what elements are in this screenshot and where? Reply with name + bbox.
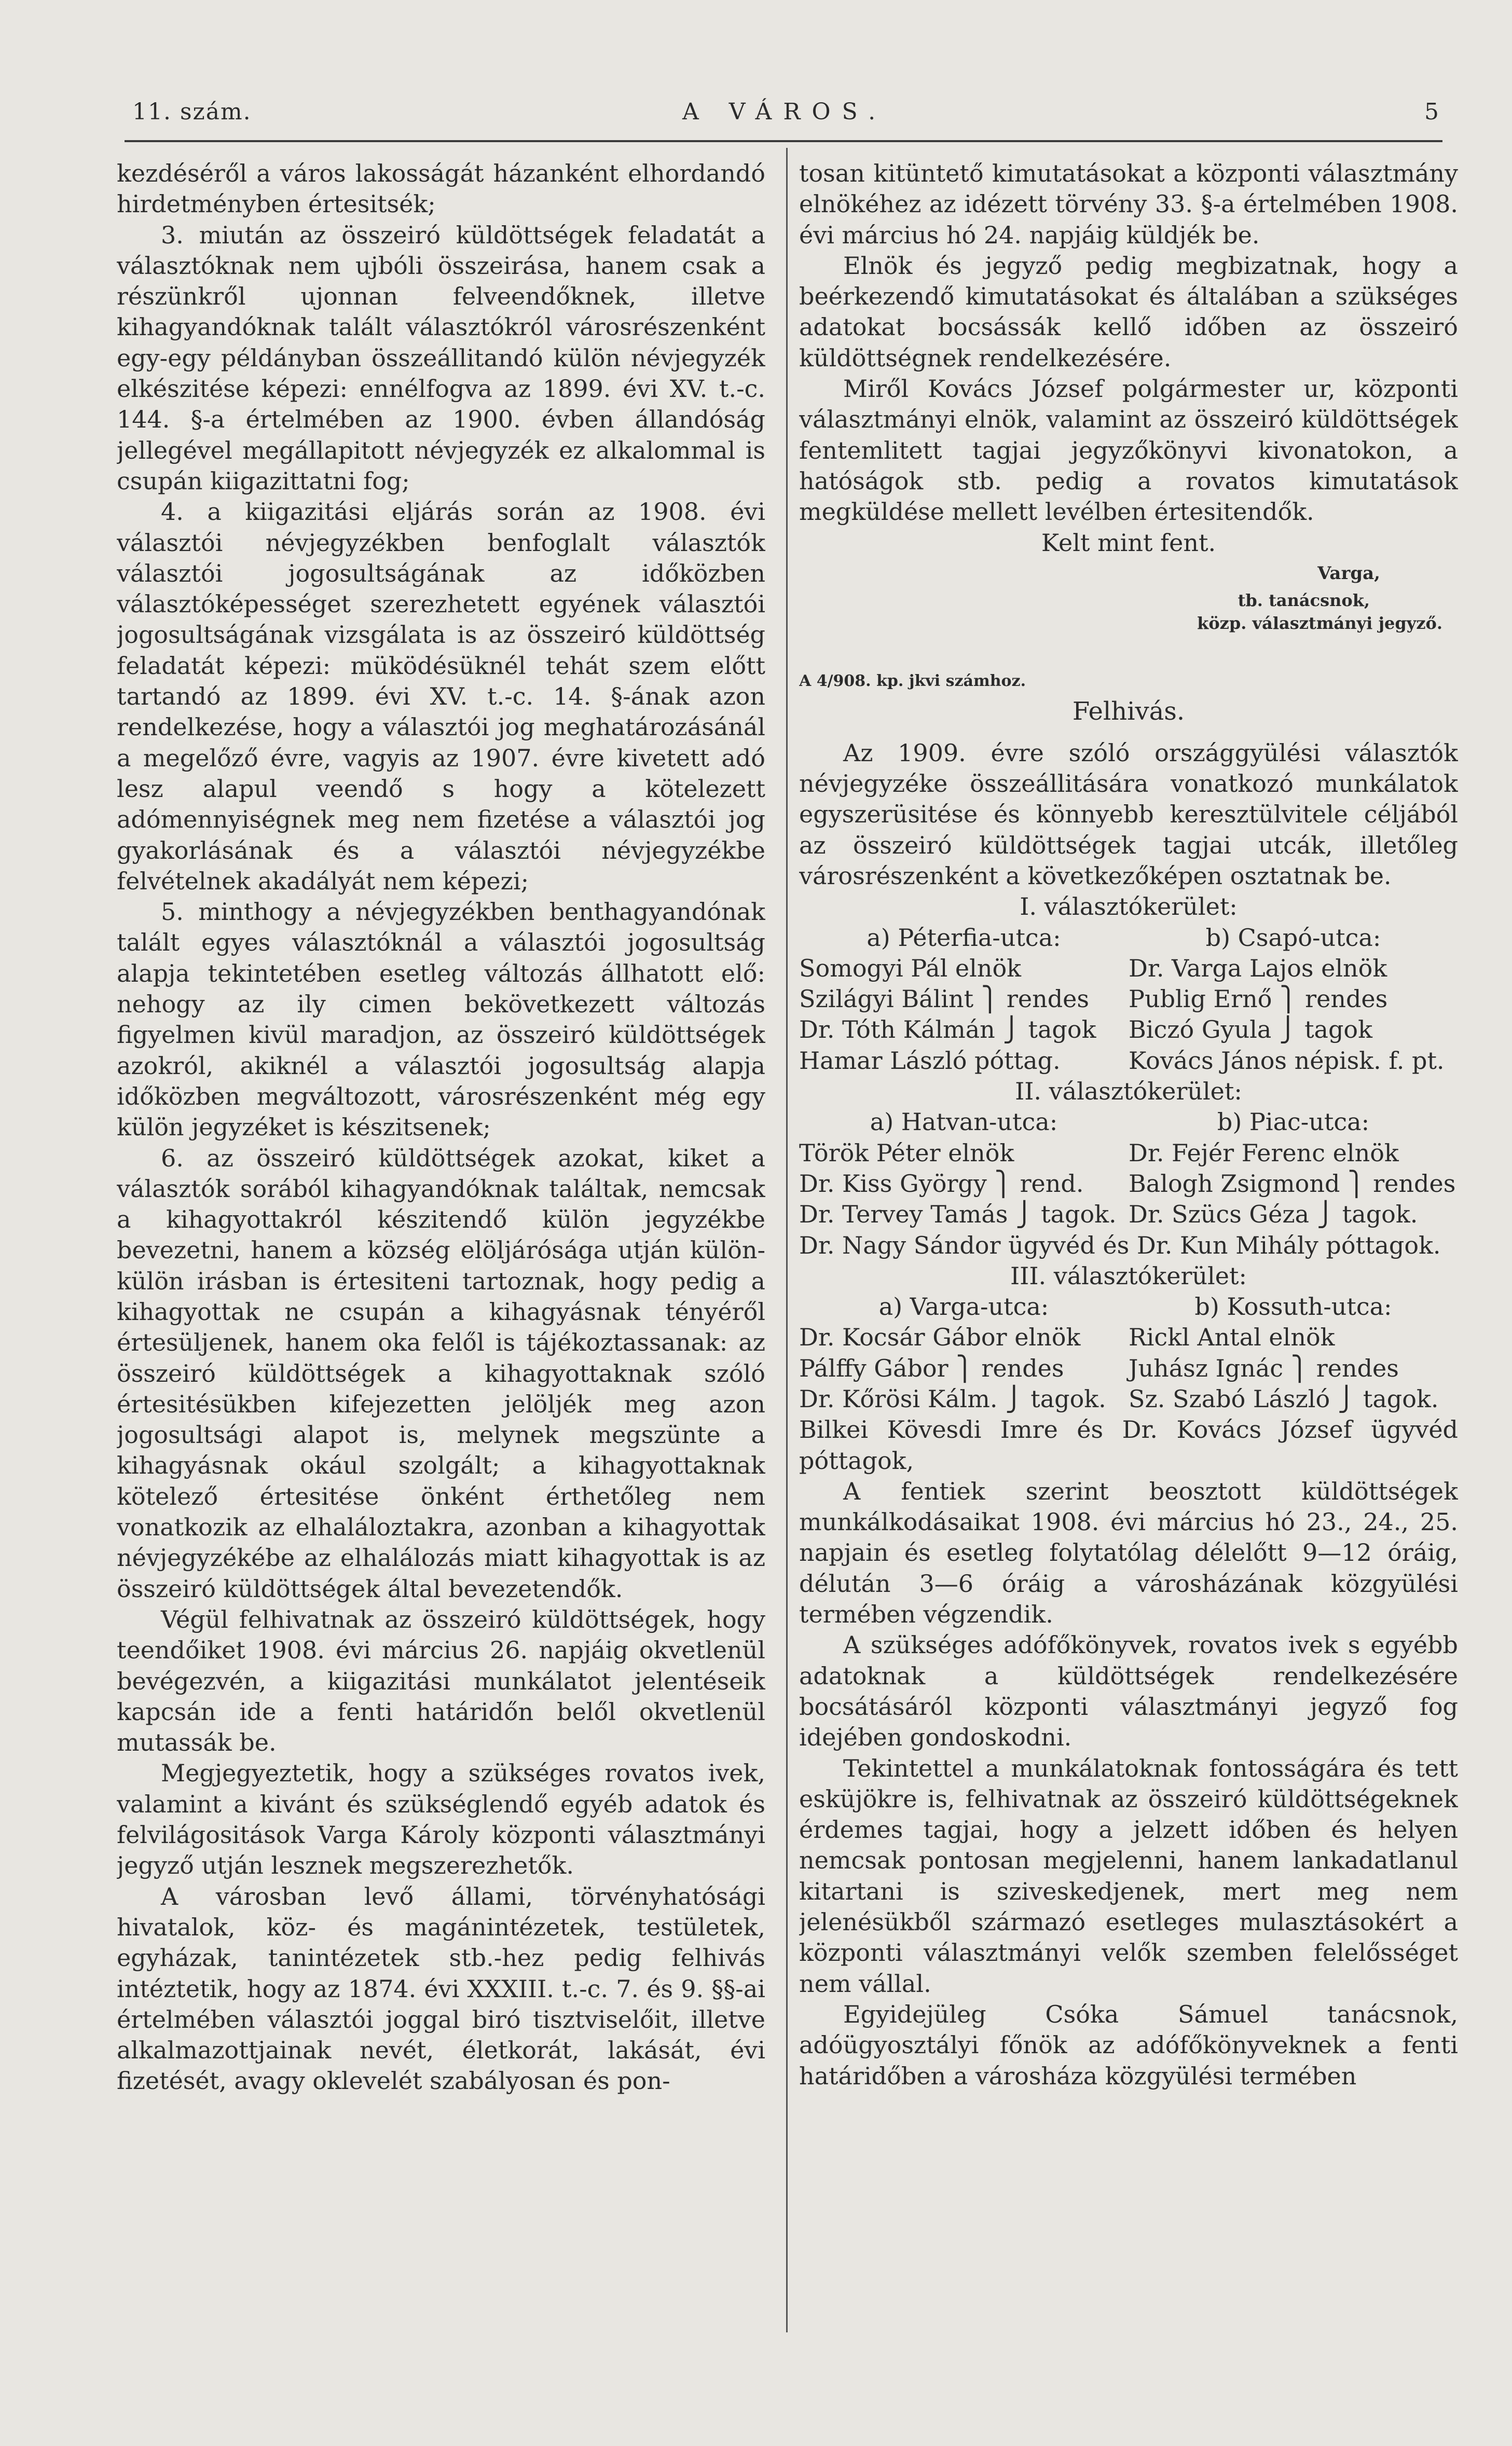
page-header [132, 99, 1440, 135]
member-left: Dr. Kocsár Gábor elnök [799, 1323, 1081, 1352]
header-rule [125, 140, 1442, 142]
district-streets [799, 1291, 1458, 1322]
member-row [799, 984, 1458, 1014]
member-left: Dr. Kiss György ⎫ rend. [799, 1169, 1084, 1198]
street-right: b) Csapó-utca: [1205, 923, 1381, 952]
felhivas-title: Felhivás. [1072, 697, 1185, 726]
paragraph: Miről Kovács József polgármester ur, központi választmányi elnök, valamint az összeiró küldöttségek fentemlitett tagjai jegyzőkönyvi kivonatokon, a hatóságok stb. pedig a rovatos kimutatások megküldése mellett levélben értesitendők. [799, 375, 1458, 526]
member-row [799, 1199, 1458, 1230]
paragraph: kezdéséről a város lakosságát házanként elhordandó hirdetményben értesitsék; [117, 159, 765, 218]
signature-title-1: tb. tanácsnok, [1238, 590, 1370, 611]
street-left: a) Varga-utca: [878, 1293, 1049, 1321]
paragraph: Végül felhivatnak az összeiró küldöttségek, hogy teendőiket 1908. évi március 26. napjáig okvetlenül bevégezvén, a kiigazitási munkálatot jelentéseik kapcsán ide a fenti határidőn belől okvetlenül mutassák be. [117, 1605, 765, 1757]
reference-number: A 4/908. kp. jkvi számhoz. [799, 672, 1026, 691]
member-left: Hamar László póttag. [799, 1046, 1061, 1075]
district-title: II. választókerület: [1015, 1077, 1242, 1106]
member-left: Török Péter elnök [799, 1138, 1014, 1167]
member-left: Somogyi Pál elnök [799, 954, 1022, 982]
paragraph: 4. a kiigazitási eljárás során az 1908. évi választói névjegyzékben benfoglalt választók választói jogosultságának az időközben választóképességet szerezhetett egyének választói jogosultságának vizsgálata is az összeiró küldöttség feladatát képezi: müködésüknél tehát szem előtt tartandó az 1899. évi XV. t.-c. 14. §-ának azon rendelkezése, hogy a választói jog meghatározásánál a megelőző évre, vagyis az 1907. évre kivetett adó lesz alapul veendő s hogy a kötelezett adómennyiségnek meg nem fizetése a választói jog gyakorlásának és a választói névjegyzékbe felvételnek akadályát nem képezi; [117, 498, 765, 895]
member-row [799, 1014, 1458, 1045]
member-right: Publig Ernő ⎫ rendes [1129, 985, 1388, 1013]
paragraph: A városban levő állami, törvényhatósági hivatalok, köz- és magánintézetek, testületek, egyházak, tanintézetek stb.-hez pedig felhivás intéztetik, hogy az 1874. évi XXXIII. t.-c. 7. és 9. §§-ai értelmében választói joggal biró tisztviselőit, illetve alkalmazottjainak nevét, életkorát, lakását, évi fizetését, avagy oklevelét szabályosan és pon- [117, 1882, 765, 2095]
substitutes: Bilkei Kövesdi Imre és Dr. Kovács József ügyvéd póttagok, [799, 1416, 1458, 1475]
paragraph: tosan kitüntető kimutatásokat a központi választmány elnökéhez az idézett törvény 33. §-a értelmében 1908. évi március hó 24. napjáig küldjék be. [799, 159, 1458, 249]
street-right: b) Piac-utca: [1217, 1108, 1370, 1136]
paragraph: Megjegyeztetik, hogy a szükséges rovatos ivek, valamint a kivánt és szükséglendő egyéb adatok és felvilágositások Varga Károly központi választmányi jegyző utján lesznek megszerezhetők. [117, 1759, 765, 1880]
newspaper-title: A VÁROS. [682, 99, 887, 125]
member-right: Dr. Varga Lajos elnök [1129, 954, 1387, 982]
district-streets [799, 1107, 1458, 1137]
signature-name: Varga, [1317, 562, 1380, 584]
paragraph: Elnök és jegyző pedig megbizatnak, hogy a beérkezendő kimutatásokat és általában a szükséges adatokat bocsássák kellő időben az összeiró küldöttségnek rendelkezésére. [799, 251, 1458, 372]
column-divider [786, 148, 788, 2332]
district-title: I. választókerület: [1020, 892, 1238, 921]
paragraph: Az 1909. évre szóló országgyülési választók névjegyzéke összeállitására vonatkozó munkálatok egyszerüsitése és könnyebb keresztülvitele céljából az összeiró küldöttségek tagjai utcák, illetőleg városrészenként a következőképen osztatnak be. [799, 738, 1458, 890]
member-left: Dr. Tóth Kálmán ⎭ tagok [799, 1015, 1096, 1044]
member-left: Dr. Kőrösi Kálm. ⎭ tagok. [799, 1384, 1106, 1413]
member-row [799, 1322, 1458, 1353]
member-left: Pálffy Gábor ⎫ rendes [799, 1354, 1064, 1382]
street-left: a) Hatvan-utca: [870, 1108, 1058, 1136]
member-right: Dr. Fejér Ferenc elnök [1129, 1138, 1399, 1167]
member-row [799, 1169, 1458, 1199]
right-column [799, 158, 1458, 2338]
member-right: Rickl Antal elnök [1129, 1323, 1335, 1352]
member-right: Balogh Zsigmond ⎫ rendes [1129, 1169, 1456, 1198]
member-right: Sz. Szabó László ⎭ tagok. [1129, 1384, 1439, 1413]
substitutes: Dr. Nagy Sándor ügyvéd és Dr. Kun Mihály póttagok. [799, 1231, 1441, 1259]
page-number: 5 [1424, 99, 1440, 125]
member-right: Dr. Szücs Géza ⎭ tagok. [1129, 1200, 1418, 1229]
paragraph: A szükséges adófőkönyvek, rovatos ivek s egyébb adatoknak a küldöttségek rendelkezésére bocsátásáról központi választmányi jegyző fog idejében gondoskodni. [799, 1631, 1458, 1752]
street-left: a) Péterfia-utca: [867, 923, 1061, 952]
member-right: Kovács János népisk. f. pt. [1129, 1046, 1445, 1075]
paragraph: Tekintettel a munkálatoknak fontosságára és tett esküjökre is, felhivatnak az összeiró küldöttségeknek érdemes tagjai, hogy a jelzett időben és helyen nemcsak pontosan megjelenni, hanem lankadatlanul kitartani is sziveskedjenek, mert meg nem jelenésükből származó esetleges mulasztásokért a központi választmányi velők szemben felelősséget nem vállal. [799, 1754, 1458, 1998]
member-row [799, 1353, 1458, 1384]
district-title: III. választókerület: [1010, 1261, 1247, 1290]
member-row [799, 953, 1458, 984]
member-right: Juhász Ignác ⎫ rendes [1129, 1354, 1399, 1382]
paragraph: Egyidejüleg Csóka Sámuel tanácsnok, adóügyosztályi főnök az adófőkönyveknek a fenti határidőben a városháza közgyülési termében [799, 2000, 1458, 2090]
paragraph: 3. miután az összeiró küldöttségek feladatát a választóknak nem ujbóli összeirása, hanem csak a részünkről ujonnan felveendőknek, illetve kihagyandóknak talált választókról városrészenként egy-egy példányban összeállitandó külön névjegyzék elkészitése képezi: ennélfogva az 1899. évi XV. t.-c. 144. §-a értelmében az 1900. évben állandóság jellegével megállapitott névjegyzék ez alkalommal is csupán kiigazittatni fog; [117, 221, 765, 495]
paragraph: 6. az összeiró küldöttségek azokat, kiket a választók sorából kihagyandóknak találtak, nemcsak a kihagyottakról készitendő külön jegyzékbe bevezetni, hanem a község elöljárósága utján külön-külön irásban is értesiteni tartoznak, hogy pedig a kihagyottak ne csupán a kihagyásnak tényéről értesüljenek, hanem oka felől is tájékoztassanak: az összeiró küldöttségek a kihagyottaknak szóló értesitésükben kifejezetten jelöljék meg azon jogosultsági alapot is, melynek megszünte a kihagyásnak okául szolgált; a kihagyottaknak kötelező értesitése önként érthetőleg nem vonatkozik az elhaláloztakra, azonban a kihagyottak névjegyzékébe az elhalálozás miatt kihagyottak is az összeiró küldöttségek által bevezetendők. [117, 1144, 765, 1603]
separator-space [799, 635, 1458, 666]
member-row [799, 1046, 1458, 1076]
left-column [117, 158, 765, 2319]
street-right: b) Kossuth-utca: [1194, 1293, 1392, 1321]
issue-number: 11. szám. [132, 99, 252, 125]
paragraph: 5. minthogy a névjegyzékben benthagyandónak talált egyes választóknál a választói jogosultság alapja tekintetében esetleg változás állhatott elő: nehogy az ily cimen bekövetkezett változás figyelmen kivül maradjon, az összeiró küldöttségek azokról, akiknél a választói jogosultság alapja időközben megváltozott, városrészenként még egy külön jegyzéket is készitsenek; [117, 898, 765, 1142]
member-row [799, 1138, 1458, 1169]
member-left: Dr. Tervey Tamás ⎭ tagok. [799, 1200, 1117, 1229]
dateline: Kelt mint fent. [1041, 528, 1216, 557]
signature-title-2: közp. választmányi jegyző. [1197, 613, 1442, 634]
member-left: Szilágyi Bálint ⎫ rendes [799, 985, 1089, 1013]
district-streets [799, 923, 1458, 953]
member-row [799, 1384, 1458, 1414]
member-right: Biczó Gyula ⎭ tagok [1129, 1015, 1372, 1044]
paragraph: A fentiek szerint beosztott küldöttségek munkálkodásaikat 1908. évi március hó 23., 24., 25. napjain és esetleg folytatólag délelőtt 9—12 óráig, délután 3—6 óráig a városházának közgyülési termében végzendik. [799, 1477, 1458, 1629]
